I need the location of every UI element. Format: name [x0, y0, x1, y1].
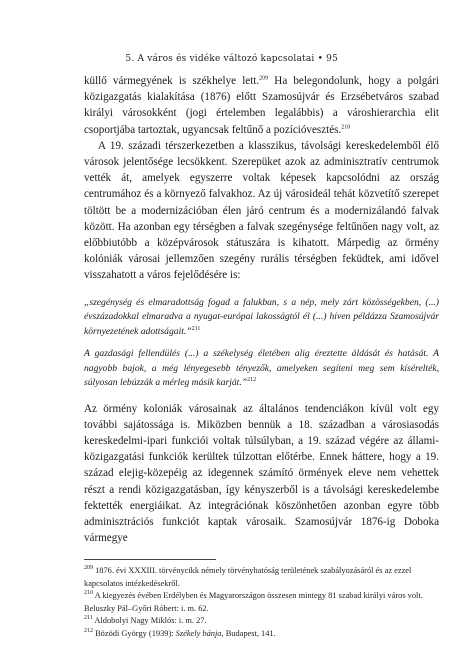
paragraph-1-text-b: Ha belegondolunk, hogy a polgári közigazgatás kialakítása (1876) előtt Szamosújvár és Erzsébetváros szabad királyi városokként (jogi értelemben legalábbis) a városhierarchia elit csoportjába tartoztak, ugyancsak feltűnő a pozícióvesztés. — [84, 75, 440, 136]
block-quotes — [84, 296, 439, 391]
footnote-211 — [84, 615, 439, 628]
paragraph-1 — [84, 73, 439, 138]
footnote-text: Aldobolyi Nagy Miklós: i. m. 27. — [94, 616, 207, 626]
footnote-text: Bözödi György (1939): — [95, 628, 176, 638]
footnote-210 — [84, 590, 439, 615]
footnote-book-title: Székely bánja — [175, 628, 222, 638]
paragraph-3: Az örmény koloniák városainak az általános tendenciákon kívül volt egy további sajátossága is. Miközben bennük a 18. században a városiasodás kereskedelmi-ipari funkciói voltak túlsúlyban, a 19. század végére az állami-közigazgatási funkciók kerültek túlzottan előtérbe. Ennek háttere, hogy a 19. század elejig-közepéig az idegennek számító örmények eleve nem vehettek részt a rendi közigazgatásban, így kényszerből is a távolsági kereskedelembe fektették energiáikat. Az integrációnak köszönhetően azonban egyre több adminisztrációs funkciót kaptak városaik. Szamosújvár 1876-ig Doboka vármegye — [84, 402, 439, 545]
quote-1 — [84, 296, 439, 340]
footnote-number: 212 — [84, 628, 93, 635]
footnote-ref-211[interactable]: 211 — [191, 325, 201, 332]
quote-2-text: A gazdasági fellendülés (...) a székelység életében alig éreztette áldását és hatását. A nagyobb bajok, a még lényegesebb tényezők, amelyeken segíteni meg sem kísérelték, súlyosan lebúzzák a mérleg másik karját.” — [84, 348, 439, 389]
footnote-text-end: , Budapest, 141. — [221, 628, 276, 638]
quote-1-text: „szegénység és elmaradottság fogad a falukban, s a nép, mely zárt közösségekben, (...) évszázadokkal elmaradva a nyugat-európai lakosságtól él (...) híven példázza Szamosújvár környezetének adottságait.” — [84, 296, 439, 337]
footnote-number: 211 — [84, 615, 93, 622]
quote-2 — [84, 347, 439, 391]
footnote-divider — [84, 559, 216, 560]
paragraph-1-text-a: küllő vármegyének is székhelye lett. — [84, 75, 260, 87]
footnote-number: 210 — [84, 590, 93, 597]
footnote-209 — [84, 565, 439, 590]
main-text — [84, 73, 439, 546]
footnotes — [84, 565, 439, 641]
footnote-ref-209[interactable]: 209 — [259, 75, 269, 82]
footnote-text: A kiegyezés évében Erdélyben és Magyarországon összesen mintegy 81 szabad királyi város volt. Beluszky Pál–Győri Róbert: i. m. 62. — [84, 591, 423, 613]
footnote-212 — [84, 628, 439, 641]
running-head: 5. A város és vidéke változó kapcsolatai • 95 — [125, 54, 338, 64]
footnote-ref-212[interactable]: 212 — [247, 376, 257, 383]
footnote-ref-210[interactable]: 210 — [341, 123, 351, 130]
paragraph-2: A 19. századi térszerkezetben a klasszikus, távolsági kereskedelemből élő városok jelentősége lecsökkent. Szerepüket azok az adminisztratív centrumok vették át, amelyek egyszerre voltak képesek kapcsolódni az ország centrumához és a környező falvakhoz. Az új városideál tehát közvetítő szerepet töltött be a modernizációban élen járó centrum és a modernizálandó falvak között. Ha azonban egy térségben a falvak szegénysége feltűnően nagy volt, az előbbiutóbb a középvárosok státuszára is kihatott. Márpedig az örmény kolóniák városai jellemzően szegény rurális térségben feküdtek, ami idővel visszahatott a város fejelődésére is: — [84, 139, 439, 282]
footnote-text: 1876. évi XXXIII. törvénycikk némely törvényhatóság területének szabályozásáról és az ezzel kapcsolatos intézkedésekről. — [84, 566, 412, 588]
footnote-number: 209 — [84, 565, 93, 572]
